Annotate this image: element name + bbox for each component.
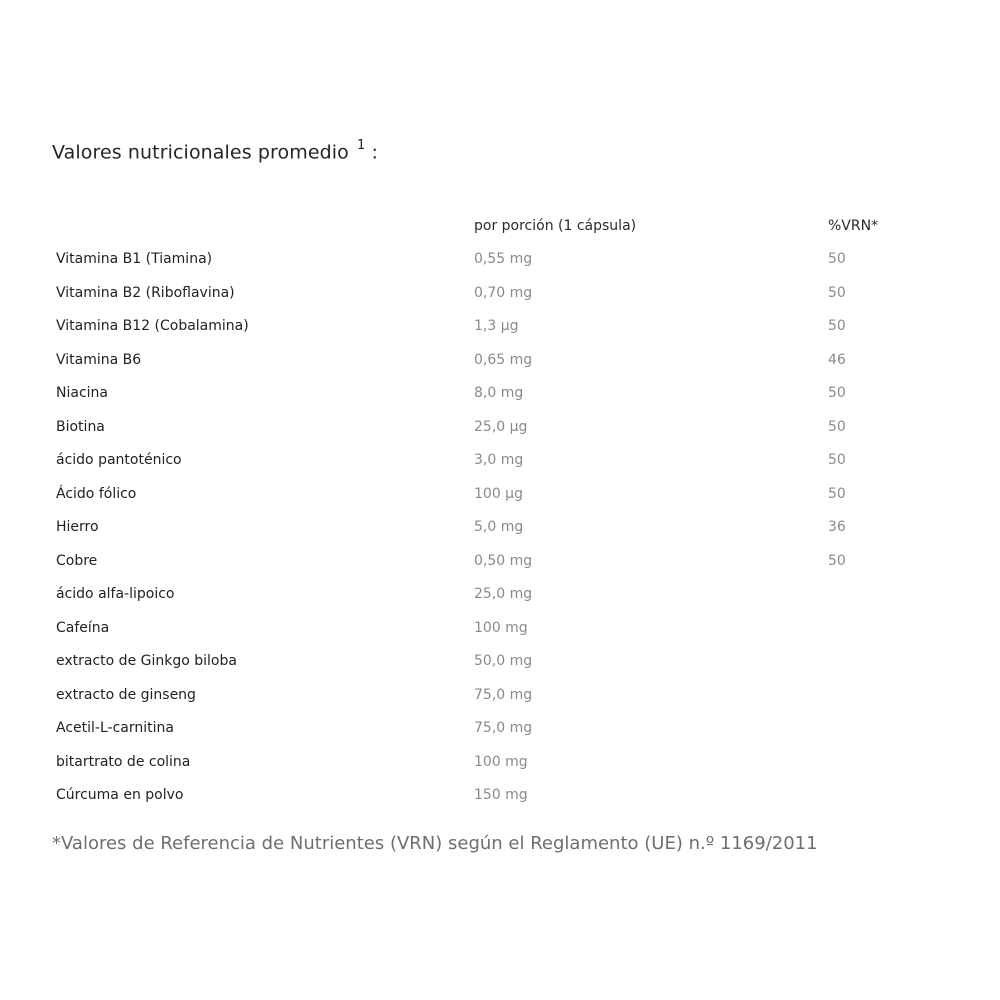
table-row (56, 544, 916, 578)
vrn-percent: 50 (828, 385, 846, 402)
vrn-percent: 50 (828, 552, 846, 569)
amount-per-serving: 50,0 mg (474, 653, 533, 670)
table-row (56, 243, 916, 277)
title-footnote-marker: 1 (357, 138, 366, 153)
vrn-percent: 50 (828, 452, 846, 469)
header-row (56, 209, 916, 243)
title-suffix: : (365, 141, 379, 164)
vrn-percent (828, 645, 916, 679)
table-row (56, 310, 916, 344)
table-row (56, 444, 916, 478)
nutrient-name: Ácido fólico (56, 485, 137, 502)
table-row (56, 578, 916, 612)
amount-per-serving: 100 mg (474, 753, 528, 770)
vrn-percent: 50 (828, 418, 846, 435)
vrn-percent (828, 712, 916, 746)
nutrient-name: Niacina (56, 385, 108, 402)
amount-per-serving: 0,50 mg (474, 552, 533, 569)
vrn-percent (828, 745, 916, 779)
amount-per-serving: 0,70 mg (474, 284, 533, 301)
nutrient-name: ácido pantoténico (56, 452, 182, 469)
nutrient-name: Cafeína (56, 619, 110, 636)
nutrient-name: Hierro (56, 519, 99, 536)
header-vrn: %VRN* (828, 217, 879, 234)
amount-per-serving: 75,0 mg (474, 686, 533, 703)
nutrient-name: extracto de Ginkgo biloba (56, 653, 237, 670)
table-row (56, 712, 916, 746)
amount-per-serving: 1,3 µg (474, 318, 519, 335)
table-row (56, 611, 916, 645)
nutrient-name: Vitamina B12 (Cobalamina) (56, 318, 249, 335)
nutrient-name: extracto de ginseng (56, 686, 196, 703)
nutrient-name: Cúrcuma en polvo (56, 787, 184, 804)
table-row (56, 410, 916, 444)
amount-per-serving: 100 mg (474, 619, 528, 636)
amount-per-serving: 25,0 mg (474, 586, 533, 603)
vrn-percent: 36 (828, 519, 846, 536)
vrn-percent: 50 (828, 251, 846, 268)
amount-per-serving: 150 mg (474, 787, 528, 804)
table-row (56, 377, 916, 411)
vrn-percent: 50 (828, 485, 846, 502)
header-name (56, 209, 474, 243)
vrn-percent (828, 611, 916, 645)
nutrient-name: Vitamina B2 (Riboflavina) (56, 284, 235, 301)
table-row (56, 511, 916, 545)
nutrient-name: Cobre (56, 552, 98, 569)
vrn-percent: 50 (828, 318, 846, 335)
nutrition-table-body (56, 243, 916, 813)
table-row (56, 343, 916, 377)
vrn-percent: 46 (828, 351, 846, 368)
table-row (56, 477, 916, 511)
table-row (56, 276, 916, 310)
nutrient-name: Vitamina B6 (56, 351, 142, 368)
nutrient-name: ácido alfa-lipoico (56, 586, 175, 603)
table-row (56, 645, 916, 679)
nutrition-table (56, 209, 916, 812)
nutrient-name: Vitamina B1 (Tiamina) (56, 251, 213, 268)
vrn-percent: 50 (828, 284, 846, 301)
amount-per-serving: 75,0 mg (474, 720, 533, 737)
amount-per-serving: 25,0 µg (474, 418, 528, 435)
nutrient-name: bitartrato de colina (56, 753, 191, 770)
amount-per-serving: 8,0 mg (474, 385, 524, 402)
vrn-percent (828, 678, 916, 712)
footnote: *Valores de Referencia de Nutrientes (VRN) según el Reglamento (UE) n.º 1169/2011 (52, 833, 818, 854)
nutrient-name: Acetil-L-carnitina (56, 720, 174, 737)
table-row (56, 745, 916, 779)
title-text: Valores nutricionales promedio (52, 141, 349, 164)
amount-per-serving: 5,0 mg (474, 519, 524, 536)
table-row (56, 678, 916, 712)
header-amount: por porción (1 cápsula) (474, 217, 637, 234)
amount-per-serving: 3,0 mg (474, 452, 524, 469)
amount-per-serving: 0,55 mg (474, 251, 533, 268)
page-title (52, 140, 378, 163)
nutrition-table-header (56, 209, 916, 243)
amount-per-serving: 100 µg (474, 485, 523, 502)
nutrient-name: Biotina (56, 418, 105, 435)
vrn-percent (828, 779, 916, 813)
table-row (56, 779, 916, 813)
amount-per-serving: 0,65 mg (474, 351, 533, 368)
vrn-percent (828, 578, 916, 612)
